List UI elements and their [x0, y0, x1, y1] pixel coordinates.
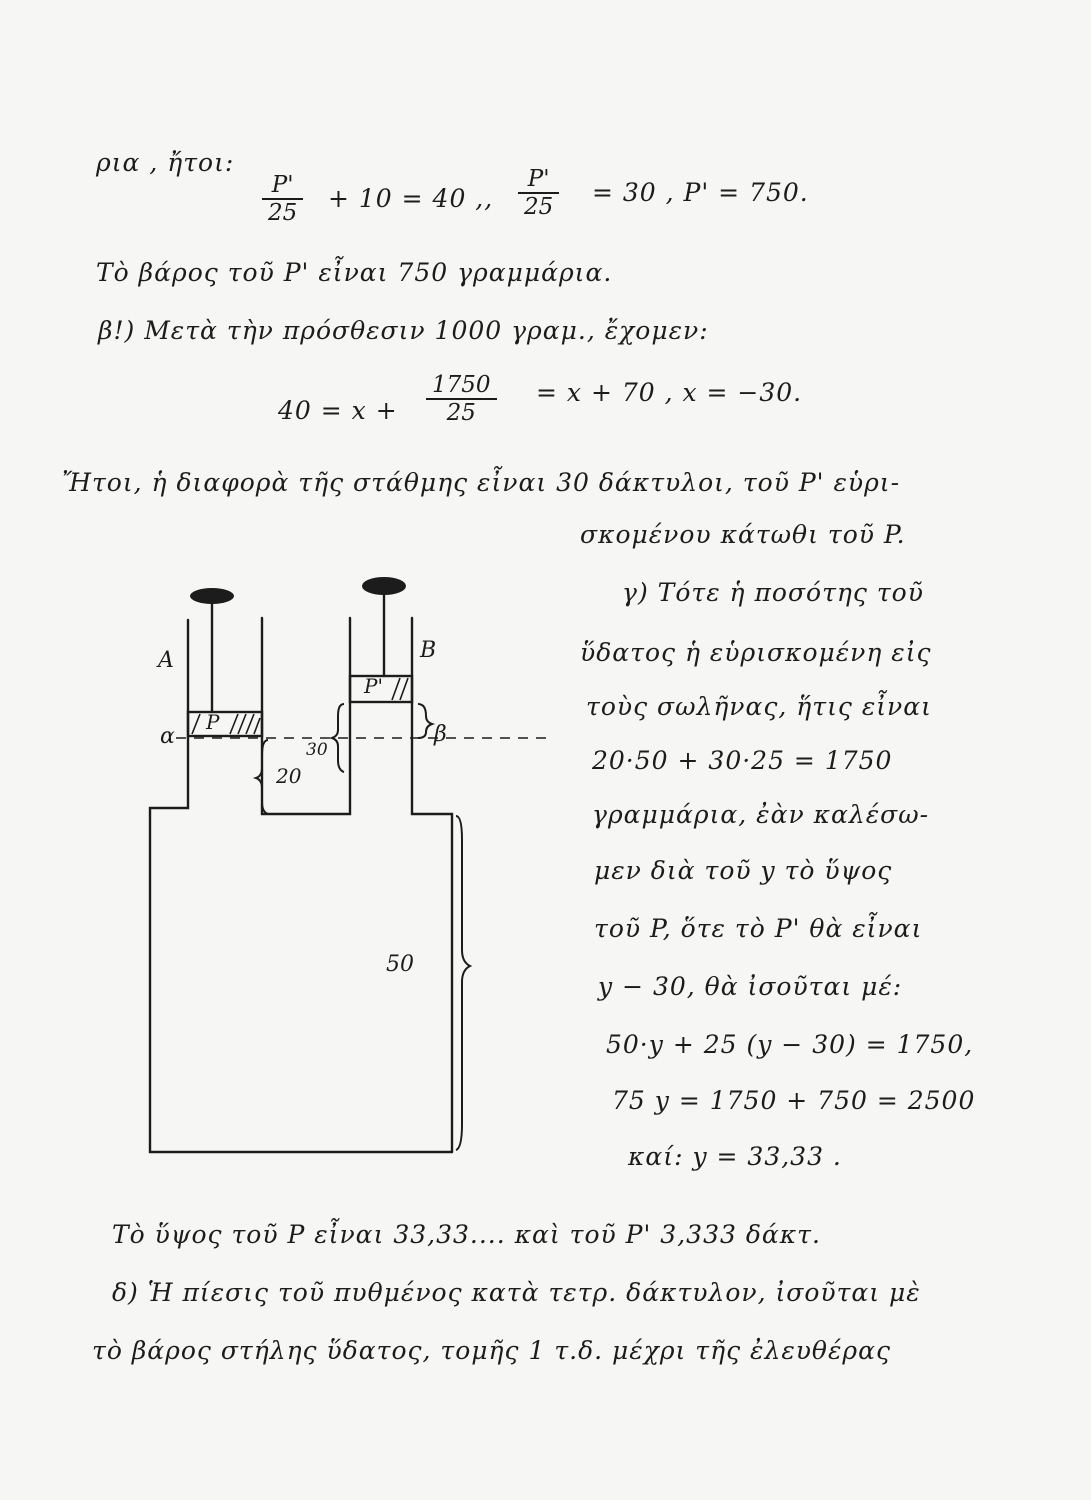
fraction-denominator: 25	[446, 400, 476, 426]
diagram-label-alpha: α	[160, 724, 175, 749]
vessel-right-wall	[412, 618, 452, 1152]
equation-part-2: = 30 , P' = 750.	[592, 178, 809, 207]
piston-handle-a	[190, 588, 234, 604]
text-right-5: γραμμάρια, ἐὰν καλέσω-	[592, 800, 930, 829]
diagram-label-20: 20	[276, 764, 302, 788]
fraction-numerator: P'	[262, 172, 303, 200]
piston-handle-b	[362, 577, 406, 595]
text-line-below: σκομένου κάτωθι τοῦ P.	[580, 520, 906, 549]
text-right-1: γ) Τότε ἡ ποσότης τοῦ	[622, 578, 924, 607]
text-right-6: μεν διὰ τοῦ y τὸ ὕψος	[594, 856, 893, 885]
text-right-4: 20·50 + 30·25 = 1750	[592, 746, 893, 775]
text-right-7: τοῦ P, ὅτε τὸ P' θὰ εἶναι	[594, 914, 923, 943]
piston-p-hatch	[192, 714, 260, 734]
piston-p-prime-hatch	[392, 678, 408, 700]
diagram-label-p-prime: P'	[364, 674, 383, 698]
equation-b-left: 40 = x +	[278, 396, 398, 425]
fraction-numerator: 1750	[426, 372, 497, 400]
equation-b-right: = x + 70 , x = −30.	[536, 378, 803, 407]
diagram-label-p: P	[206, 710, 220, 734]
text-line-heights: Τὸ ὕψος τοῦ P εἶναι 33,33.... καὶ τοῦ P' 3,333 δάκτ.	[112, 1220, 821, 1249]
equation-part-1: + 10 = 40 ,,	[328, 184, 494, 213]
text-right-8: y − 30, θὰ ἰσοῦται μέ:	[598, 972, 903, 1001]
text-line-part-b: β!) Μετὰ τὴν πρόσθεσιν 1000 γραμ., ἔχομεν:	[98, 316, 709, 345]
text-right-2: ὕδατος ἡ εὑρισκομένη εἰς	[580, 638, 932, 667]
brace-beta	[418, 704, 432, 738]
text-right-3: τοὺς σωλῆνας, ἥτις εἶναι	[586, 692, 932, 721]
diagram-label-b: B	[420, 638, 437, 663]
diagram-label-a: A	[158, 648, 174, 673]
brace-50	[456, 816, 470, 1150]
text-right-9: 50·y + 25 (y − 30) = 1750,	[606, 1030, 974, 1059]
text-line-column: τὸ βάρος στήλης ὕδατος, τομῆς 1 τ.δ. μέχρι τῆς ἐλευθέρας	[92, 1336, 891, 1365]
text-line-intro: ρια , ἤτοι:	[96, 148, 235, 177]
fraction-denominator: 25	[524, 194, 554, 220]
vessel-left-wall	[150, 620, 452, 1152]
text-line-weight: Τὸ βάρος τοῦ P' εἶναι 750 γραμμάρια.	[96, 258, 613, 287]
fraction-denominator: 25	[268, 200, 298, 226]
text-line-difference: Ἤτοι, ἡ διαφορὰ τῆς στάθμης εἶναι 30 δάκτυλοι, τοῦ P' εὑρι-	[62, 468, 901, 497]
diagram-label-beta: β	[434, 722, 447, 747]
text-right-10: 75 y = 1750 + 750 = 2500	[612, 1086, 976, 1115]
diagram-label-30: 30	[306, 740, 328, 760]
diagram-label-50: 50	[386, 952, 414, 977]
text-line-pressure: δ) Ἡ πίεσις τοῦ πυθμένος κατὰ τετρ. δάκτυλον, ἰσοῦται μὲ	[112, 1278, 921, 1307]
text-right-11: καί: y = 33,33 .	[628, 1142, 842, 1171]
fraction-numerator: P'	[518, 166, 559, 194]
